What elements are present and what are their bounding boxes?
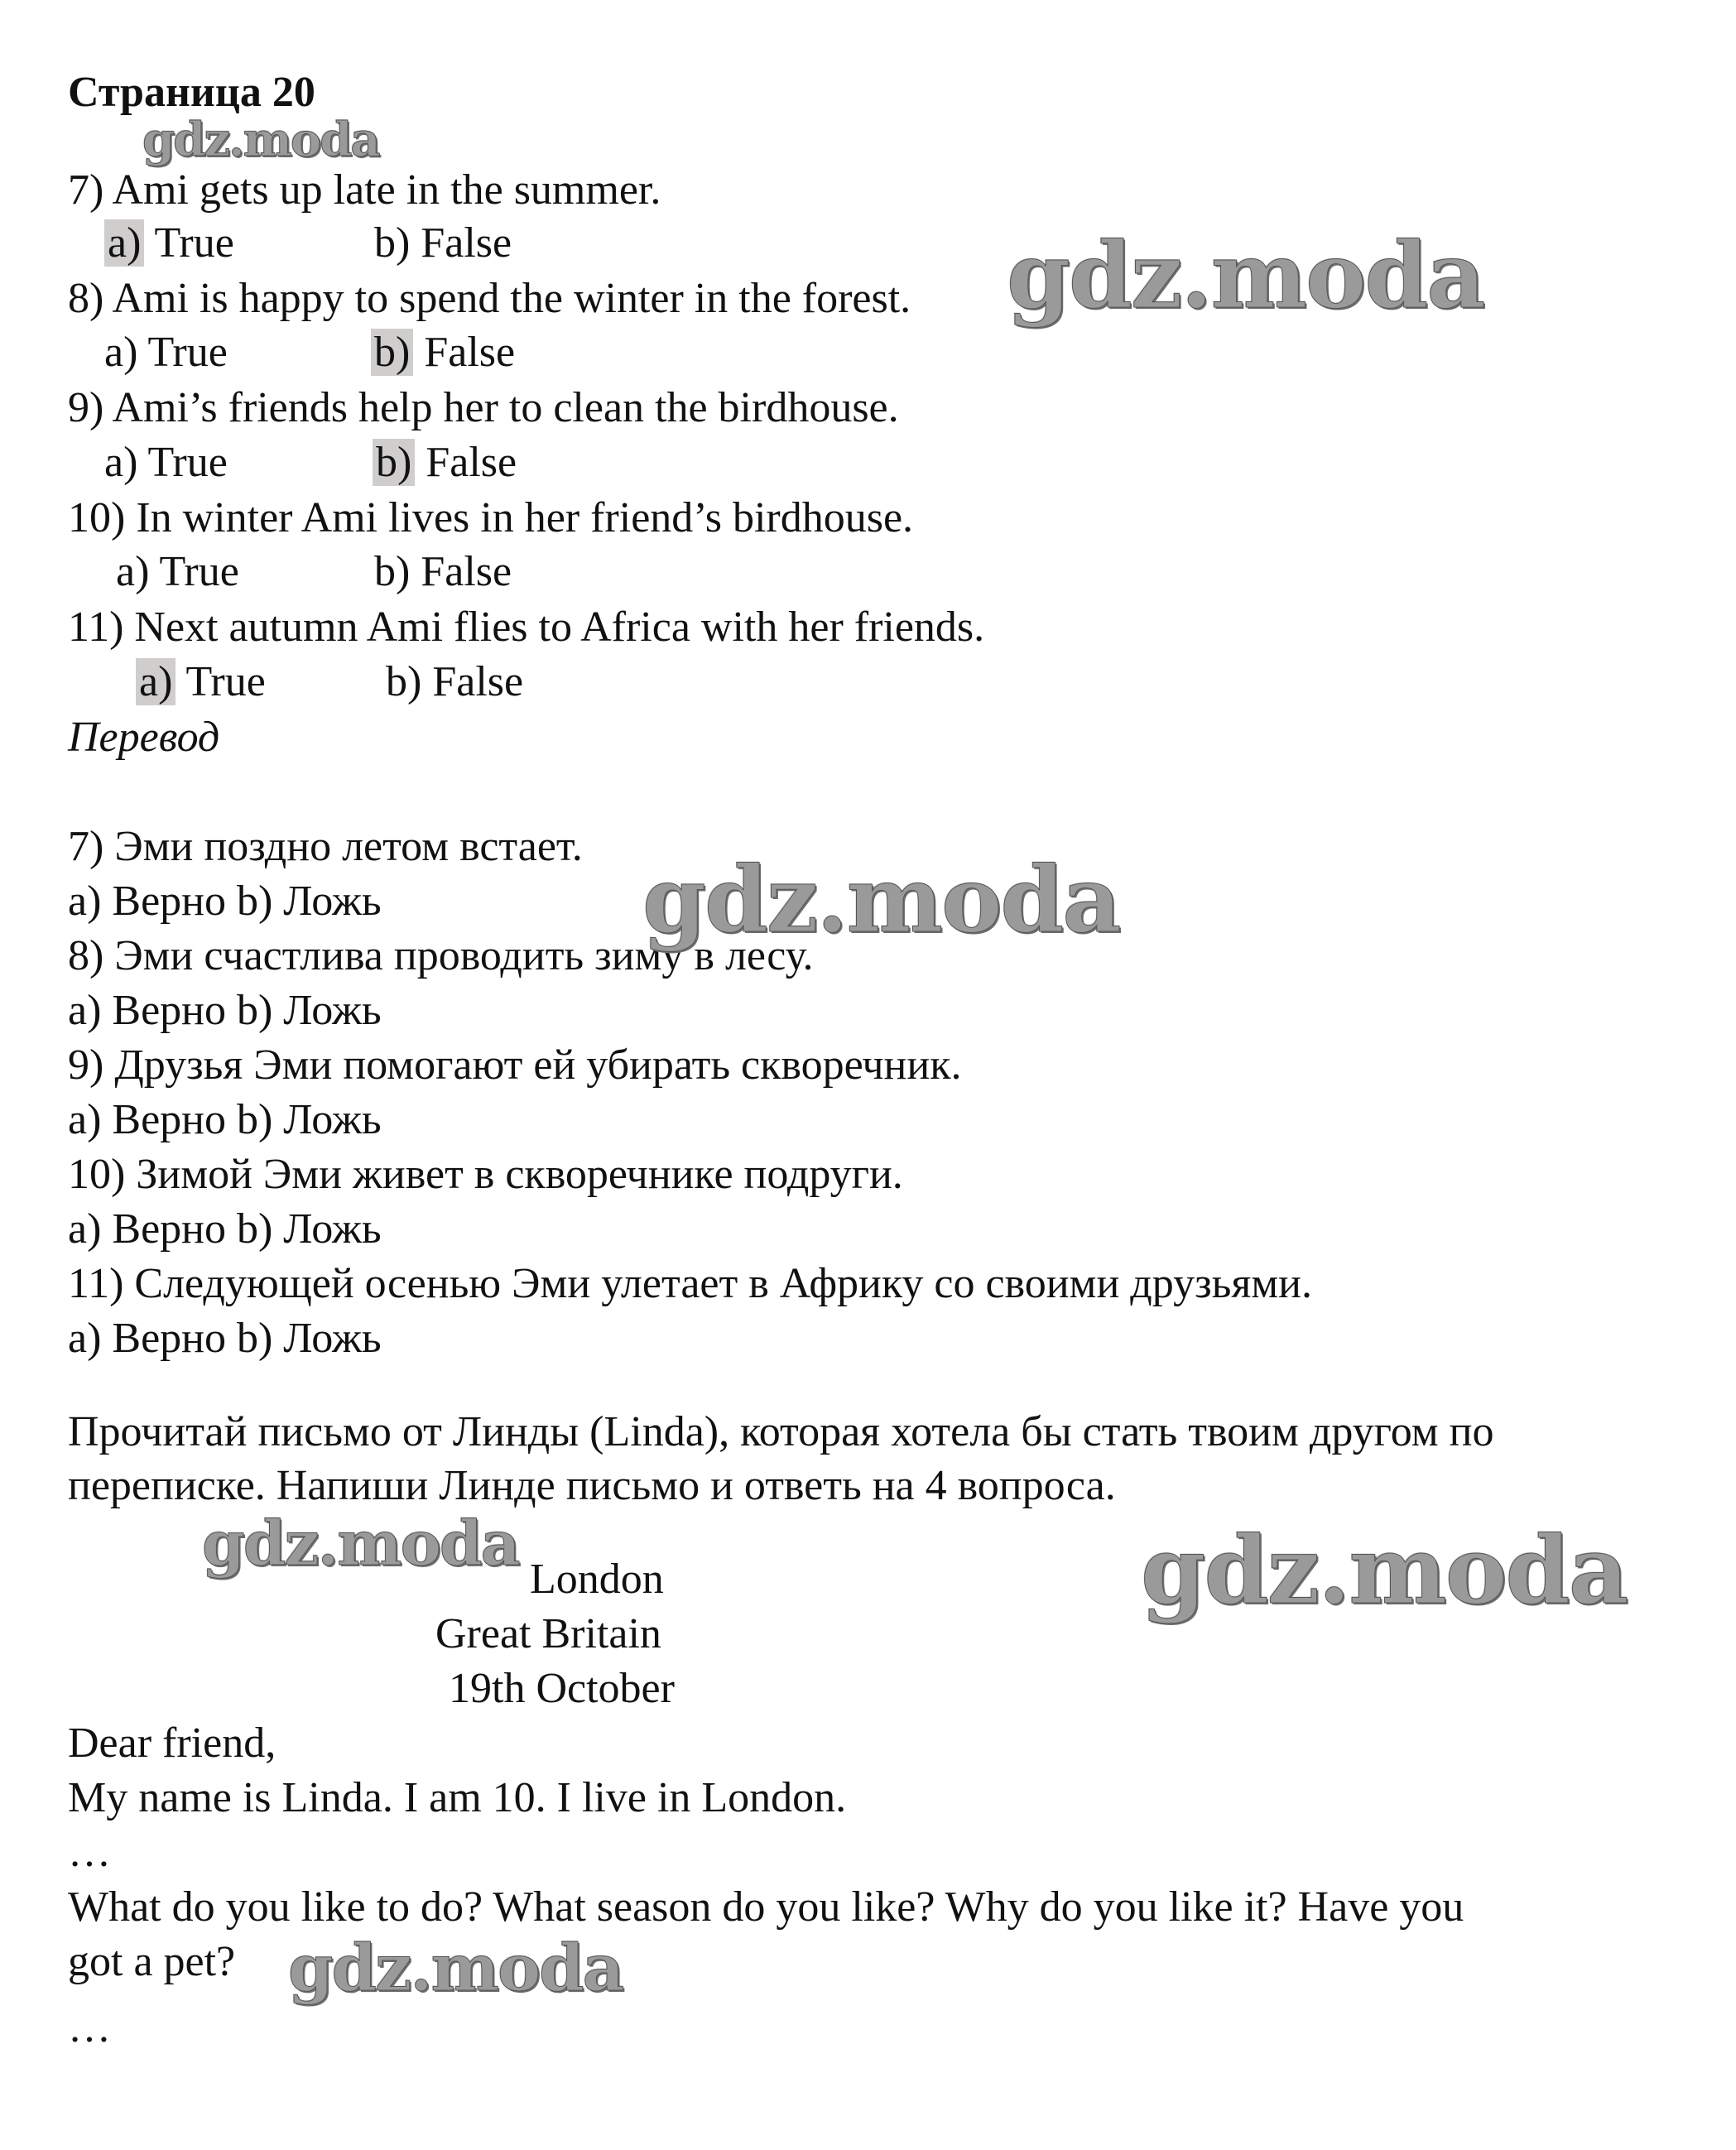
question-8-option-b — [371, 328, 515, 378]
question-10-ru: 10) Зимой Эми живет в скворечнике подруги. — [68, 1151, 903, 1198]
question-7-ru: 7) Эми поздно летом встает. — [68, 823, 583, 870]
option-b-letter: b) — [374, 548, 411, 595]
option-a-label: True — [159, 548, 239, 595]
option-a-letter: a) — [104, 329, 138, 376]
letter-questions-line-2: got a pet? — [68, 1938, 236, 1985]
option-a-label: True — [147, 439, 228, 486]
option-a-label: True — [147, 329, 228, 376]
question-9-option-a — [104, 438, 228, 488]
question-10-option-b — [374, 547, 512, 597]
question-11-option-a — [136, 657, 266, 707]
option-b-label: False — [421, 548, 512, 595]
answer-10-ru: a) Верно b) Ложь — [68, 1205, 382, 1253]
translation-heading: Перевод — [68, 714, 220, 761]
question-9-option-b — [373, 438, 517, 488]
answer-7-ru: a) Верно b) Ложь — [68, 878, 382, 925]
letter-greeting: Dear friend, — [68, 1720, 277, 1767]
question-9-ru: 9) Друзья Эми помогают ей убирать скворечник. — [68, 1041, 962, 1089]
option-b-letter: b) — [373, 439, 415, 486]
watermark: gdz.moda — [1007, 222, 1484, 329]
question-10-text: 10) In winter Ami lives in her friend’s birdhouse. — [68, 494, 914, 541]
watermark: gdz.moda — [142, 113, 379, 167]
watermark: gdz.moda — [202, 1508, 519, 1580]
task-line-1: Прочитай письмо от Линды (Linda), которая хотела бы стать твоим другом по — [68, 1408, 1494, 1455]
task-line-2: переписке. Напиши Линде письмо и ответь на 4 вопроса. — [68, 1462, 1116, 1509]
question-8-text: 8) Ami is happy to spend the winter in the forest. — [68, 275, 911, 322]
question-8-ru: 8) Эми счастлива проводить зиму в лесу. — [68, 932, 814, 979]
option-a-label: True — [154, 219, 234, 267]
answer-9-ru: a) Верно b) Ложь — [68, 1096, 382, 1143]
question-11-text: 11) Next autumn Ami flies to Africa with her friends. — [68, 604, 985, 651]
option-b-letter: b) — [371, 329, 413, 376]
question-7-option-a — [104, 219, 234, 268]
question-10-option-a — [116, 547, 239, 597]
watermark: gdz.moda — [642, 846, 1120, 953]
page-title: Страница 20 — [68, 69, 315, 116]
option-a-letter: a) — [136, 658, 176, 705]
question-7-text: 7) Ami gets up late in the summer. — [68, 166, 661, 214]
option-b-label: False — [424, 329, 516, 376]
letter-address-country: Great Britain — [435, 1610, 661, 1657]
question-9-text: 9) Ami’s friends help her to clean the birdhouse. — [68, 384, 899, 431]
watermark: gdz.moda — [1141, 1517, 1628, 1625]
question-11-ru: 11) Следующей осенью Эми улетает в Африку со своими друзьями. — [68, 1260, 1312, 1307]
option-a-letter: a) — [104, 219, 144, 267]
question-8-option-a — [104, 328, 228, 378]
option-b-label: False — [432, 658, 524, 705]
option-b-label: False — [421, 219, 512, 267]
letter-ellipsis-2: … — [68, 2004, 111, 2051]
watermark: gdz.moda — [288, 1931, 623, 2006]
answer-8-ru: a) Верно b) Ложь — [68, 987, 382, 1034]
question-11-option-b — [386, 657, 523, 707]
letter-ellipsis-1: … — [68, 1829, 111, 1876]
option-b-letter: b) — [386, 658, 422, 705]
option-b-letter: b) — [374, 219, 411, 267]
question-7-option-b — [374, 219, 512, 268]
letter-intro: My name is Linda. I am 10. I live in London. — [68, 1774, 847, 1821]
option-a-label: True — [185, 658, 266, 705]
option-b-label: False — [426, 439, 517, 486]
letter-date: 19th October — [449, 1665, 675, 1712]
letter-questions-line-1: What do you like to do? What season do you like? Why do you like it? Have you — [68, 1883, 1464, 1931]
option-a-letter: a) — [104, 439, 138, 486]
option-a-letter: a) — [116, 548, 150, 595]
answer-11-ru: a) Верно b) Ложь — [68, 1315, 382, 1362]
letter-address-city: London — [530, 1556, 664, 1603]
